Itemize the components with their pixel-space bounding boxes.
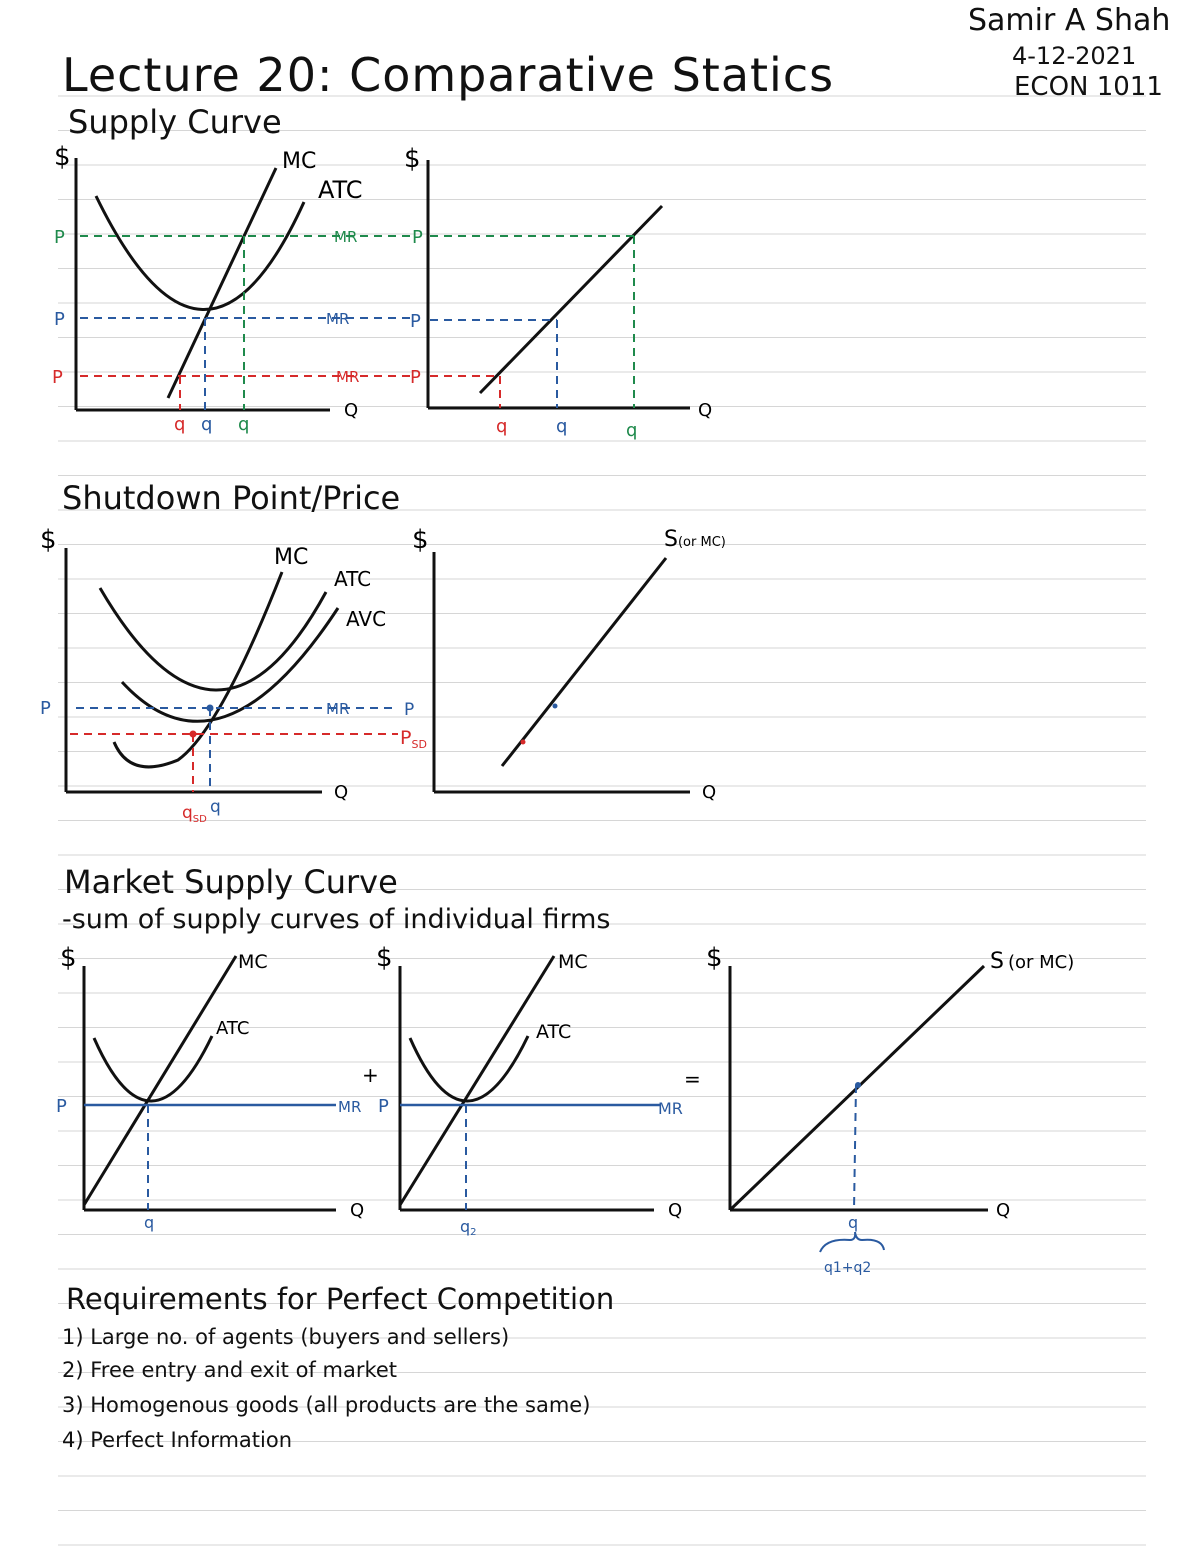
q-label-high: q	[626, 420, 638, 441]
price-label: P	[40, 698, 51, 719]
atc-label: ATC	[334, 567, 372, 591]
note-date: 4-12-2021	[1012, 42, 1137, 70]
equals-sign: =	[684, 1067, 701, 1091]
firm2-graph	[400, 956, 654, 1210]
plus-sign: +	[362, 1063, 379, 1087]
supply-curve-label: S(or MC)	[664, 527, 726, 552]
y-axis-label: $	[404, 144, 421, 174]
requirement-item: 3) Homogenous goods (all products are the same)	[62, 1393, 591, 1417]
supply-curve-graph-right	[428, 160, 690, 408]
x-axis-label: Q	[698, 400, 713, 421]
shutdown-point	[190, 731, 197, 738]
sum-brace	[820, 1232, 884, 1252]
price-label-right: P	[404, 700, 415, 720]
market-supply-heading: Market Supply Curve	[64, 863, 398, 901]
shutdown-graph-right	[434, 552, 690, 792]
shutdown-heading: Shutdown Point/Price	[62, 479, 401, 517]
avc-label: AVC	[346, 607, 387, 631]
supply-line	[730, 966, 984, 1210]
x-axis-label: Q	[334, 782, 349, 803]
mr-label-mid: MR	[326, 310, 350, 328]
x-axis-label: Q	[668, 1200, 683, 1221]
market-graph	[730, 966, 988, 1210]
requirement-item: 4) Perfect Information	[62, 1428, 293, 1452]
q-label: q	[848, 1213, 859, 1232]
shutdown-quantity-label: $q_{SD}$	[182, 803, 207, 825]
price-label-low: P	[410, 367, 421, 388]
mc-curve	[400, 956, 554, 1205]
price-label-high: P	[412, 227, 423, 248]
y-axis-label: $	[706, 943, 723, 973]
q-label-mid: q	[556, 416, 568, 437]
market-supply-subheading: -sum of supply curves of individual firms	[62, 904, 611, 935]
q-label-mid: q	[201, 414, 213, 435]
q-label-low: q	[174, 414, 186, 435]
sum-label: q1+q2	[824, 1260, 872, 1276]
x-axis-label: Q	[344, 400, 359, 421]
mc-curve	[114, 572, 282, 767]
atc-label: ATC	[536, 1021, 572, 1043]
firm1-graph	[84, 956, 336, 1210]
price-label-high: P	[54, 227, 65, 248]
break-even-point	[207, 705, 214, 712]
requirement-item: 2) Free entry and exit of market	[62, 1358, 398, 1382]
x-axis-label: Q	[350, 1200, 365, 1221]
price-label-mid: P	[410, 311, 421, 332]
course-code: ECON 1011	[1014, 72, 1163, 102]
mr-label-high: MR	[334, 228, 358, 246]
x-axis-label: Q	[702, 782, 717, 803]
price-label-low: P	[52, 367, 63, 388]
mc-label: MC	[274, 545, 309, 570]
atc-label: ATC	[216, 1018, 250, 1039]
q-label: q	[144, 1213, 155, 1232]
mc-label: MC	[282, 149, 317, 174]
q-label-high: q	[238, 414, 250, 435]
mr-label: MR	[326, 700, 350, 718]
mc-label: MC	[238, 951, 268, 973]
q-drop	[854, 1085, 856, 1210]
y-axis-label: $	[376, 943, 393, 973]
supply-curve-label: S (or MC)	[990, 949, 1075, 974]
supply-line	[502, 558, 666, 766]
atc-label: ATC	[318, 176, 363, 204]
y-axis-label: $	[40, 525, 57, 555]
break-even-point	[553, 704, 558, 709]
mr-label: MR	[338, 1098, 362, 1116]
requirements-heading: Requirements for Perfect Competition	[66, 1282, 615, 1316]
mr-label: MR	[658, 1099, 683, 1118]
price-label-mid: P	[54, 309, 65, 330]
mr-label-low: MR	[336, 368, 360, 386]
atc-curve	[100, 588, 326, 690]
price-label: P	[56, 1096, 67, 1117]
x-axis-label: Q	[996, 1200, 1011, 1221]
supply-curve-heading: Supply Curve	[68, 103, 282, 141]
q-label-low: q	[496, 416, 508, 437]
atc-curve	[96, 196, 304, 310]
mc-curve	[168, 168, 276, 398]
shutdown-price-label: $P_{SD}$	[400, 727, 427, 751]
q2-label: q2	[460, 1217, 477, 1238]
mc-label: MC	[558, 951, 588, 973]
page-title: Lecture 20: Comparative Statics	[62, 48, 835, 102]
requirement-item: 1) Large no. of agents (buyers and sellers)	[62, 1325, 510, 1349]
y-axis-label: $	[60, 943, 77, 973]
author-name: Samir A Shah	[968, 3, 1171, 38]
mc-curve	[84, 956, 236, 1205]
y-axis-label: $	[54, 142, 71, 172]
q-label: q	[210, 797, 221, 817]
price-label: P	[378, 1096, 389, 1117]
y-axis-label: $	[412, 525, 429, 555]
shutdown-point	[521, 740, 526, 745]
